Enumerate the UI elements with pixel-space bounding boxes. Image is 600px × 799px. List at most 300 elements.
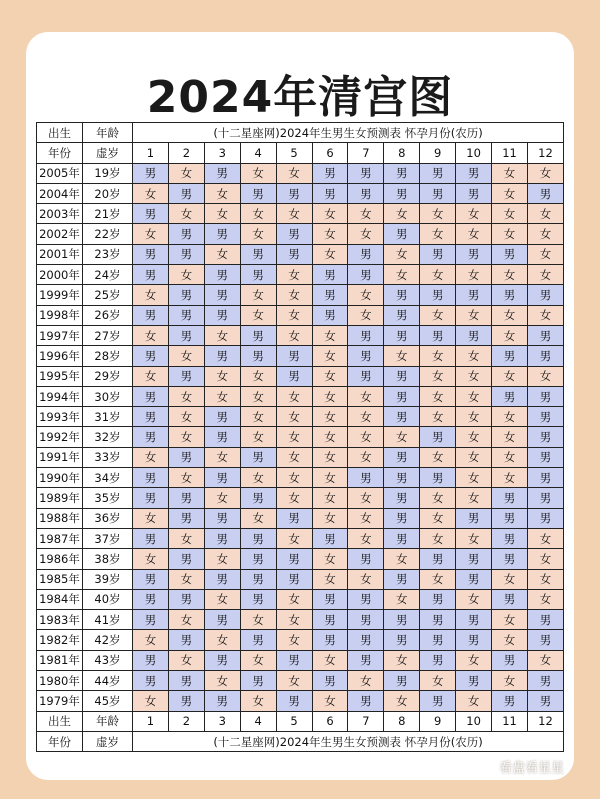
gender-cell: 男 <box>348 244 384 264</box>
gender-cell: 男 <box>133 163 169 183</box>
gender-cell: 男 <box>527 508 563 528</box>
table-row <box>37 488 564 508</box>
gender-prediction-table <box>36 122 564 752</box>
gender-cell: 男 <box>204 528 240 548</box>
header-row-top <box>37 123 564 143</box>
gender-cell: 女 <box>276 630 312 650</box>
gender-cell: 男 <box>133 427 169 447</box>
gender-cell: 女 <box>456 204 492 224</box>
gender-cell: 女 <box>420 508 456 528</box>
gender-cell: 男 <box>420 589 456 609</box>
table-row <box>37 427 564 447</box>
gender-cell: 女 <box>527 244 563 264</box>
month-header: 1 <box>133 143 169 163</box>
gender-cell: 男 <box>492 244 528 264</box>
chart-card <box>26 32 574 780</box>
gender-cell: 男 <box>168 508 204 528</box>
age-cell: 26岁 <box>83 305 133 325</box>
age-cell: 34岁 <box>83 468 133 488</box>
gender-cell: 男 <box>168 285 204 305</box>
gender-cell: 女 <box>133 447 169 467</box>
table-row <box>37 346 564 366</box>
gender-cell: 女 <box>312 427 348 447</box>
gender-cell: 女 <box>312 569 348 589</box>
month-header: 8 <box>384 143 420 163</box>
gender-cell: 女 <box>527 528 563 548</box>
gender-cell: 男 <box>168 183 204 203</box>
gender-cell: 女 <box>492 204 528 224</box>
birth-year-cell: 1987年 <box>37 528 83 548</box>
xusui-label: 虚岁 <box>83 143 133 163</box>
table-caption: (十二星座网)2024年生男生女预测表 怀孕月份(农历) <box>133 123 564 143</box>
gender-cell: 女 <box>384 265 420 285</box>
gender-cell: 女 <box>168 265 204 285</box>
age-cell: 28岁 <box>83 346 133 366</box>
gender-cell: 女 <box>348 285 384 305</box>
gender-cell: 女 <box>527 204 563 224</box>
table-row <box>37 366 564 386</box>
birth-year-cell: 1995年 <box>37 366 83 386</box>
gender-cell: 女 <box>527 265 563 285</box>
gender-cell: 女 <box>276 163 312 183</box>
table-row <box>37 224 564 244</box>
gender-cell: 女 <box>168 569 204 589</box>
gender-cell: 男 <box>384 610 420 630</box>
age-cell: 23岁 <box>83 244 133 264</box>
gender-cell: 男 <box>204 508 240 528</box>
table-row <box>37 569 564 589</box>
gender-cell: 男 <box>312 589 348 609</box>
gender-cell: 男 <box>348 163 384 183</box>
gender-cell: 男 <box>133 386 169 406</box>
gender-cell: 女 <box>492 447 528 467</box>
gender-cell: 女 <box>527 163 563 183</box>
gender-cell: 男 <box>312 630 348 650</box>
gender-cell: 男 <box>456 549 492 569</box>
gender-cell: 男 <box>420 244 456 264</box>
month-header: 5 <box>276 143 312 163</box>
gender-cell: 男 <box>276 224 312 244</box>
gender-cell: 女 <box>348 447 384 467</box>
gender-cell: 男 <box>240 183 276 203</box>
gender-cell: 女 <box>348 569 384 589</box>
gender-cell: 女 <box>276 386 312 406</box>
gender-cell: 女 <box>168 386 204 406</box>
gender-cell: 男 <box>420 468 456 488</box>
gender-cell: 女 <box>240 650 276 670</box>
gender-cell: 女 <box>276 589 312 609</box>
gender-cell: 男 <box>527 488 563 508</box>
gender-cell: 男 <box>168 549 204 569</box>
month-header: 3 <box>204 143 240 163</box>
birth-year-cell: 1990年 <box>37 468 83 488</box>
gender-cell: 男 <box>492 549 528 569</box>
gender-cell: 女 <box>456 265 492 285</box>
age-cell: 39岁 <box>83 569 133 589</box>
gender-cell: 女 <box>204 183 240 203</box>
gender-cell: 女 <box>492 325 528 345</box>
gender-cell: 女 <box>240 468 276 488</box>
gender-cell: 男 <box>420 183 456 203</box>
gender-cell: 男 <box>312 528 348 548</box>
gender-cell: 女 <box>312 346 348 366</box>
gender-cell: 男 <box>133 265 169 285</box>
gender-cell: 女 <box>276 265 312 285</box>
footer-row-caption <box>37 731 564 751</box>
birth-year-cell: 1980年 <box>37 671 83 691</box>
gender-cell: 女 <box>492 265 528 285</box>
gender-cell: 女 <box>527 224 563 244</box>
gender-cell: 男 <box>348 183 384 203</box>
gender-cell: 男 <box>384 325 420 345</box>
gender-cell: 女 <box>133 285 169 305</box>
gender-cell: 女 <box>456 691 492 711</box>
gender-cell: 男 <box>384 285 420 305</box>
age-cell: 31岁 <box>83 407 133 427</box>
birth-year-cell: 2002年 <box>37 224 83 244</box>
gender-cell: 女 <box>384 691 420 711</box>
gender-cell: 男 <box>527 691 563 711</box>
gender-cell: 男 <box>204 285 240 305</box>
table-row <box>37 386 564 406</box>
gender-cell: 男 <box>384 163 420 183</box>
gender-cell: 男 <box>420 285 456 305</box>
gender-cell: 男 <box>384 386 420 406</box>
gender-cell: 男 <box>456 163 492 183</box>
gender-cell: 女 <box>348 224 384 244</box>
birth-year-cell: 1984年 <box>37 589 83 609</box>
gender-cell: 女 <box>133 366 169 386</box>
gender-cell: 女 <box>420 528 456 548</box>
gender-cell: 女 <box>456 468 492 488</box>
gender-cell: 女 <box>168 468 204 488</box>
birth-year-cell: 1997年 <box>37 325 83 345</box>
table-caption: (十二星座网)2024年生男生女预测表 怀孕月份(农历) <box>133 731 564 751</box>
gender-cell: 男 <box>240 346 276 366</box>
age-cell: 32岁 <box>83 427 133 447</box>
gender-cell: 男 <box>240 549 276 569</box>
birth-year-cell: 1989年 <box>37 488 83 508</box>
gender-cell: 男 <box>456 508 492 528</box>
gender-cell: 男 <box>240 528 276 548</box>
gender-cell: 男 <box>527 346 563 366</box>
gender-cell: 男 <box>492 488 528 508</box>
month-header: 2 <box>168 143 204 163</box>
header-row-months <box>37 143 564 163</box>
gender-cell: 男 <box>204 650 240 670</box>
gender-cell: 男 <box>492 508 528 528</box>
gender-cell: 男 <box>384 630 420 650</box>
gender-cell: 男 <box>133 244 169 264</box>
year-label: 年份 <box>37 731 83 751</box>
birth-year-cell: 1986年 <box>37 549 83 569</box>
birth-year-cell: 1982年 <box>37 630 83 650</box>
gender-cell: 女 <box>348 204 384 224</box>
gender-cell: 女 <box>492 671 528 691</box>
gender-cell: 男 <box>348 366 384 386</box>
gender-cell: 女 <box>527 650 563 670</box>
gender-cell: 女 <box>492 407 528 427</box>
table-row <box>37 528 564 548</box>
gender-cell: 男 <box>168 630 204 650</box>
gender-cell: 男 <box>384 671 420 691</box>
gender-cell: 男 <box>133 346 169 366</box>
age-cell: 38岁 <box>83 549 133 569</box>
gender-cell: 男 <box>420 630 456 650</box>
birth-year-cell: 2005年 <box>37 163 83 183</box>
gender-cell: 男 <box>168 305 204 325</box>
gender-cell: 女 <box>527 589 563 609</box>
gender-cell: 女 <box>348 386 384 406</box>
gender-cell: 男 <box>276 346 312 366</box>
gender-cell: 男 <box>168 366 204 386</box>
gender-cell: 女 <box>420 407 456 427</box>
gender-cell: 男 <box>240 244 276 264</box>
gender-cell: 女 <box>527 549 563 569</box>
gender-cell: 男 <box>420 549 456 569</box>
gender-cell: 女 <box>312 468 348 488</box>
gender-cell: 男 <box>240 569 276 589</box>
gender-cell: 女 <box>240 305 276 325</box>
gender-cell: 男 <box>348 325 384 345</box>
gender-cell: 女 <box>456 528 492 548</box>
age-cell: 45岁 <box>83 691 133 711</box>
birth-year-cell: 1981年 <box>37 650 83 670</box>
gender-cell: 女 <box>527 569 563 589</box>
gender-cell: 女 <box>492 183 528 203</box>
gender-cell: 男 <box>240 325 276 345</box>
gender-cell: 女 <box>348 407 384 427</box>
month-header: 11 <box>492 711 528 731</box>
gender-cell: 男 <box>312 671 348 691</box>
gender-cell: 女 <box>276 528 312 548</box>
gender-cell: 男 <box>456 569 492 589</box>
gender-cell: 女 <box>204 671 240 691</box>
gender-cell: 女 <box>492 468 528 488</box>
gender-cell: 女 <box>276 488 312 508</box>
gender-cell: 女 <box>384 650 420 670</box>
gender-cell: 女 <box>204 204 240 224</box>
year-label: 年份 <box>37 143 83 163</box>
gender-cell: 男 <box>312 610 348 630</box>
gender-cell: 女 <box>312 386 348 406</box>
gender-cell: 女 <box>312 244 348 264</box>
gender-cell: 女 <box>312 204 348 224</box>
gender-cell: 男 <box>276 691 312 711</box>
gender-cell: 男 <box>204 468 240 488</box>
table-row <box>37 610 564 630</box>
gender-cell: 女 <box>276 427 312 447</box>
gender-cell: 女 <box>133 691 169 711</box>
gender-cell: 女 <box>312 691 348 711</box>
gender-cell: 男 <box>312 265 348 285</box>
gender-cell: 男 <box>204 427 240 447</box>
gender-cell: 男 <box>492 285 528 305</box>
age-cell: 42岁 <box>83 630 133 650</box>
gender-cell: 女 <box>240 691 276 711</box>
birth-year-cell: 1994年 <box>37 386 83 406</box>
watermark <box>482 757 564 776</box>
month-header: 10 <box>456 143 492 163</box>
page-title: 2024年清宫图 <box>146 72 454 123</box>
gender-cell: 女 <box>456 407 492 427</box>
gender-cell: 女 <box>492 610 528 630</box>
gender-cell: 女 <box>312 650 348 670</box>
gender-cell: 男 <box>276 183 312 203</box>
gender-cell: 女 <box>276 468 312 488</box>
birth-year-cell: 2004年 <box>37 183 83 203</box>
gender-cell: 女 <box>312 366 348 386</box>
gender-cell: 女 <box>312 508 348 528</box>
gender-cell: 男 <box>456 671 492 691</box>
gender-cell: 女 <box>168 610 204 630</box>
gender-cell: 女 <box>492 569 528 589</box>
gender-cell: 男 <box>348 650 384 670</box>
age-cell: 37岁 <box>83 528 133 548</box>
gender-cell: 女 <box>133 325 169 345</box>
gender-cell: 男 <box>204 569 240 589</box>
gender-cell: 女 <box>420 569 456 589</box>
gender-cell: 女 <box>420 488 456 508</box>
gender-cell: 男 <box>456 285 492 305</box>
birth-year-cell: 1985年 <box>37 569 83 589</box>
month-header: 4 <box>240 711 276 731</box>
gender-cell: 男 <box>312 163 348 183</box>
gender-cell: 男 <box>384 305 420 325</box>
month-header: 1 <box>133 711 169 731</box>
gender-cell: 女 <box>527 305 563 325</box>
gender-cell: 男 <box>456 630 492 650</box>
gender-cell: 男 <box>527 468 563 488</box>
xusui-label: 虚岁 <box>83 731 133 751</box>
birth-year-cell: 2003年 <box>37 204 83 224</box>
gender-cell: 男 <box>527 407 563 427</box>
gender-cell: 男 <box>384 569 420 589</box>
gender-cell: 男 <box>168 224 204 244</box>
gender-cell: 女 <box>384 204 420 224</box>
gender-cell: 男 <box>168 488 204 508</box>
gender-cell: 女 <box>168 163 204 183</box>
gender-cell: 女 <box>240 366 276 386</box>
gender-cell: 男 <box>204 346 240 366</box>
age-cell: 21岁 <box>83 204 133 224</box>
gender-cell: 女 <box>276 325 312 345</box>
table-row <box>37 650 564 670</box>
age-label: 年龄 <box>83 711 133 731</box>
gender-cell: 女 <box>204 325 240 345</box>
gender-cell: 男 <box>527 183 563 203</box>
gender-cell: 男 <box>420 650 456 670</box>
gender-cell: 男 <box>133 407 169 427</box>
gender-cell: 男 <box>527 671 563 691</box>
gender-cell: 男 <box>384 366 420 386</box>
gender-cell: 女 <box>240 163 276 183</box>
birth-year-cell: 1993年 <box>37 407 83 427</box>
gender-cell: 女 <box>492 366 528 386</box>
gender-cell: 女 <box>204 589 240 609</box>
birth-year-cell: 1999年 <box>37 285 83 305</box>
gender-cell: 女 <box>384 589 420 609</box>
month-header: 6 <box>312 143 348 163</box>
birth-year-cell: 1998年 <box>37 305 83 325</box>
gender-cell: 男 <box>456 244 492 264</box>
watermark-text: 看盘看星星 <box>498 761 564 776</box>
gender-cell: 女 <box>312 549 348 569</box>
gender-cell: 男 <box>420 691 456 711</box>
month-header: 10 <box>456 711 492 731</box>
gender-cell: 女 <box>204 488 240 508</box>
gender-cell: 男 <box>384 468 420 488</box>
age-cell: 30岁 <box>83 386 133 406</box>
birth-year-cell: 1992年 <box>37 427 83 447</box>
gender-cell: 女 <box>348 528 384 548</box>
age-cell: 44岁 <box>83 671 133 691</box>
gender-cell: 男 <box>276 366 312 386</box>
gender-cell: 男 <box>276 650 312 670</box>
age-label: 年龄 <box>83 123 133 143</box>
gender-cell: 男 <box>133 204 169 224</box>
month-header: 4 <box>240 143 276 163</box>
age-cell: 24岁 <box>83 265 133 285</box>
gender-cell: 女 <box>420 671 456 691</box>
gender-cell: 女 <box>168 346 204 366</box>
age-cell: 29岁 <box>83 366 133 386</box>
age-cell: 22岁 <box>83 224 133 244</box>
age-cell: 25岁 <box>83 285 133 305</box>
gender-cell: 女 <box>168 204 204 224</box>
gender-cell: 男 <box>527 285 563 305</box>
gender-cell: 男 <box>456 183 492 203</box>
table-row <box>37 549 564 569</box>
gender-cell: 男 <box>492 386 528 406</box>
month-header: 9 <box>420 143 456 163</box>
gender-cell: 女 <box>492 224 528 244</box>
gender-cell: 女 <box>420 204 456 224</box>
gender-cell: 男 <box>420 163 456 183</box>
gender-cell: 女 <box>168 427 204 447</box>
gender-cell: 女 <box>312 488 348 508</box>
gender-cell: 男 <box>312 183 348 203</box>
age-cell: 35岁 <box>83 488 133 508</box>
gender-cell: 女 <box>276 447 312 467</box>
gender-cell: 女 <box>204 386 240 406</box>
gender-cell: 女 <box>312 407 348 427</box>
gender-cell: 男 <box>456 610 492 630</box>
gender-cell: 女 <box>527 366 563 386</box>
gender-cell: 男 <box>276 508 312 528</box>
gender-cell: 女 <box>348 305 384 325</box>
gender-cell: 男 <box>492 589 528 609</box>
month-header: 11 <box>492 143 528 163</box>
gender-cell: 女 <box>276 610 312 630</box>
birth-year-cell: 1983年 <box>37 610 83 630</box>
gender-cell: 女 <box>384 346 420 366</box>
age-cell: 36岁 <box>83 508 133 528</box>
month-header: 6 <box>312 711 348 731</box>
gender-cell: 女 <box>240 427 276 447</box>
gender-cell: 男 <box>204 265 240 285</box>
table-row <box>37 589 564 609</box>
gender-cell: 女 <box>133 224 169 244</box>
gender-cell: 男 <box>492 691 528 711</box>
gender-cell: 女 <box>420 305 456 325</box>
gender-cell: 女 <box>312 224 348 244</box>
gender-cell: 男 <box>420 325 456 345</box>
footer-row-months <box>37 711 564 731</box>
gender-cell: 男 <box>133 650 169 670</box>
gender-cell: 男 <box>240 488 276 508</box>
month-header: 2 <box>168 711 204 731</box>
